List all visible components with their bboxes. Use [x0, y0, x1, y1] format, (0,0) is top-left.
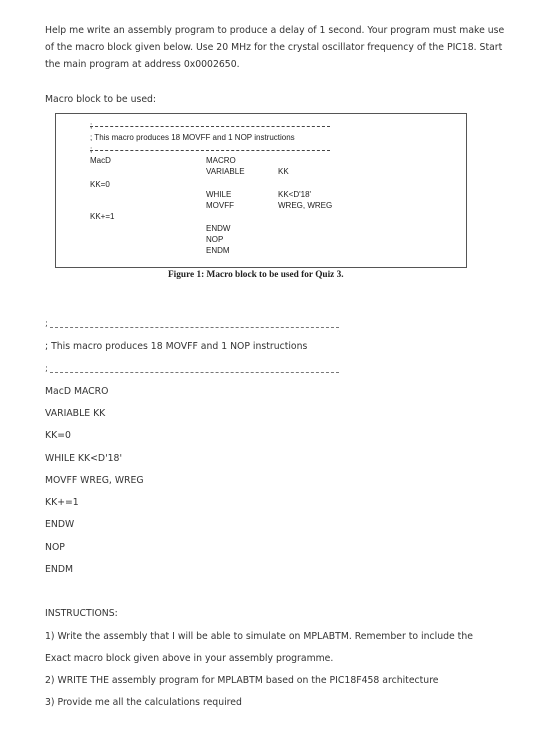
macro-heading: Macro block to be used:: [45, 94, 157, 105]
figure-kkinc: KK+=1: [90, 212, 115, 221]
code-line: ENDM: [45, 564, 74, 575]
figure-dash-line-2: [90, 150, 330, 151]
figure-caption: Figure 1: Macro block to be used for Quiz 3.: [168, 270, 344, 280]
figure-endw: ENDW: [206, 224, 231, 233]
separator-2: [45, 364, 48, 374]
code-line: KK+=1: [45, 497, 79, 508]
macro-figure: [55, 113, 467, 268]
separator-semicolon-1: ;: [45, 319, 49, 329]
code-line: MacD MACRO: [45, 386, 109, 397]
figure-cond: KK<D'18': [278, 190, 312, 199]
separator-line-1: [50, 327, 339, 328]
figure-nop: NOP: [206, 235, 224, 244]
figure-semicolon-1: ;: [90, 121, 93, 130]
code-line: VARIABLE KK: [45, 408, 106, 419]
figure-variable: VARIABLE: [206, 167, 245, 176]
instruction-item: 2) WRITE THE assembly program for MPLABTM based on the PIC18F458 architecture: [45, 675, 439, 686]
figure-kk: KK: [278, 167, 289, 176]
code-line: MOVFF WREG, WREG: [45, 475, 144, 486]
instruction-item: 1) Write the assembly that I will be able to simulate on MPLABTM. Remember to include the: [45, 631, 473, 642]
figure-regs: WREG, WREG: [278, 201, 333, 210]
figure-movff: MOVFF: [206, 201, 234, 210]
figure-macro: MACRO: [206, 156, 236, 165]
instruction-item: Exact macro block given above in your assembly programme.: [45, 653, 334, 664]
figure-macd: MacD: [90, 156, 111, 165]
figure-comment: ; This macro produces 18 MOVFF and 1 NOP instructions: [90, 133, 295, 142]
instruction-item: 3) Provide me all the calculations required: [45, 697, 242, 708]
code-line: NOP: [45, 542, 65, 553]
separator-semicolon-2: ;: [45, 364, 49, 374]
code-line: KK=0: [45, 430, 71, 441]
code-line: WHILE KK<D'18': [45, 453, 123, 464]
figure-while: WHILE: [206, 190, 232, 199]
code-line: ENDW: [45, 519, 75, 530]
figure-kk0: KK=0: [90, 180, 110, 189]
figure-semicolon-2: ;: [90, 145, 93, 154]
instructions-heading: INSTRUCTIONS:: [45, 608, 118, 619]
separator-1: [45, 319, 48, 329]
figure-dash-line-1: [90, 126, 330, 127]
comment-line: ; This macro produces 18 MOVFF and 1 NOP instructions: [45, 341, 308, 352]
separator-line-2: [50, 372, 339, 373]
question-intro: Help me write an assembly program to produce a delay of 1 second. Your program must make use of the macro block given below. Use 20 MHz for the crystal oscillator frequency of the PIC18. Start the main program at address 0x0002650.: [45, 25, 505, 70]
figure-endm: ENDM: [206, 246, 230, 255]
